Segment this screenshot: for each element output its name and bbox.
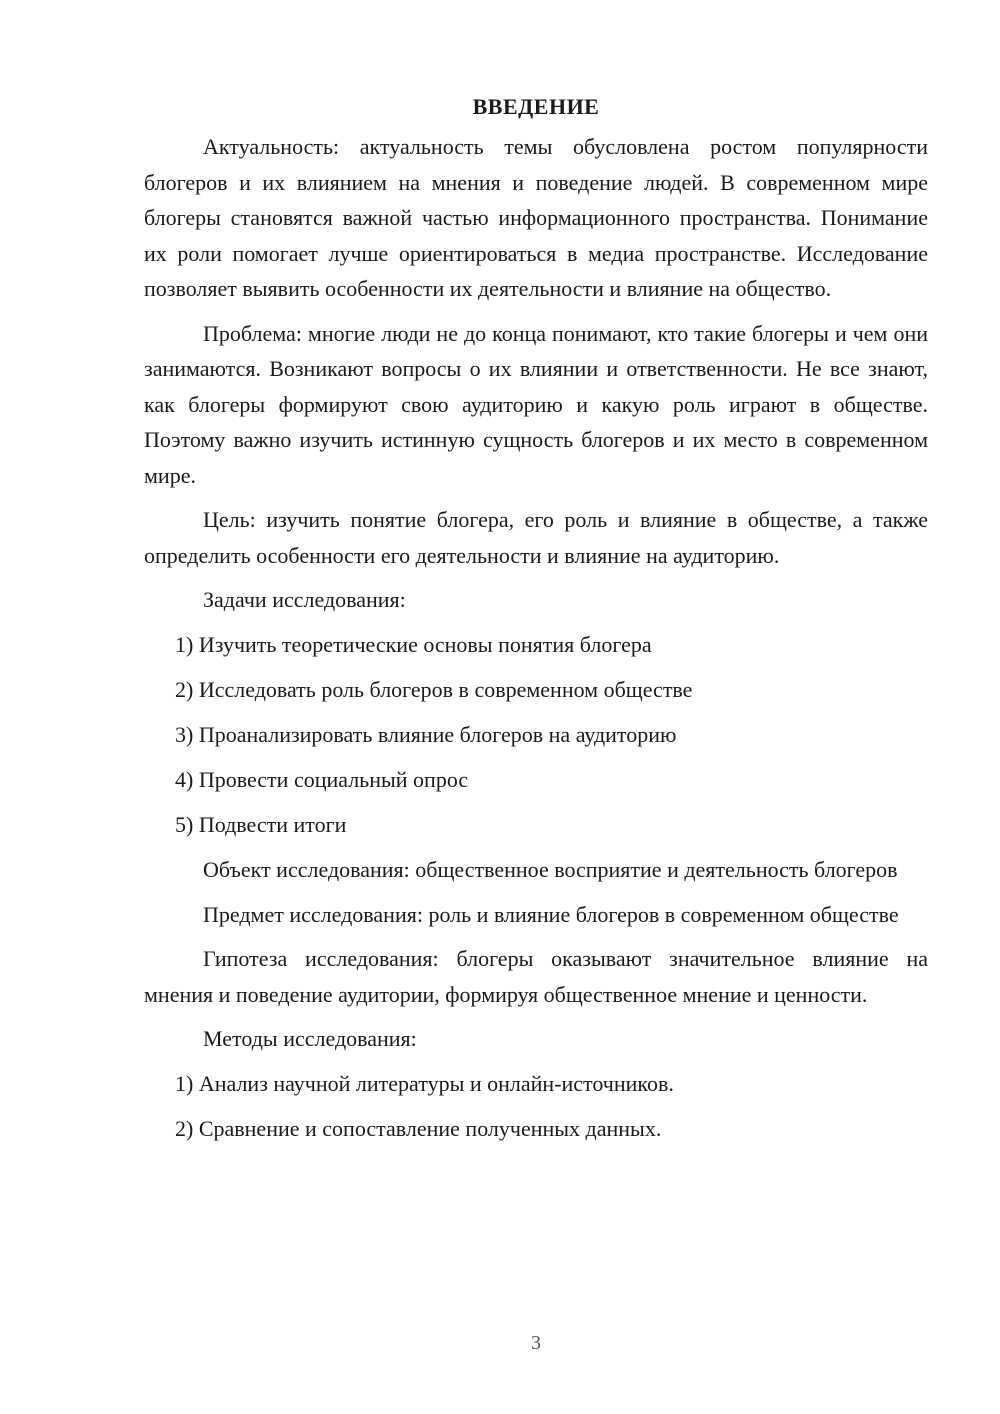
page-body	[144, 90, 928, 1156]
page-title: ВВЕДЕНИЕ	[472, 94, 600, 119]
object-paragraph: Объект исследования: общественное восприятие и деятельность блогеров	[203, 857, 898, 882]
methods-list	[144, 1066, 928, 1147]
hypothesis-paragraph: Гипотеза исследования: блогеры оказывают значительное влияние на мнения и поведение аудитории, формируя общественное мнение и ценности.	[144, 946, 928, 1007]
goal-paragraph: Цель: изучить понятие блогера, его роль и влияние в обществе, а также определить особенности его деятельности и влияние на аудиторию.	[144, 507, 928, 568]
problem-paragraph: Проблема: многие люди не до конца понимают, кто такие блогеры и чем они занимаются. Возникают вопросы о их влиянии и ответственности. Не все знают, как блогеры формируют свою аудиторию и какую роль играют в обществе. Поэтому важно изучить истинную сущность блогеров и их место в современном мире.	[144, 320, 928, 488]
list-item: 5) Подвести итоги	[175, 812, 347, 837]
tasks-heading: Задачи исследования:	[203, 587, 406, 612]
methods-heading: Методы исследования:	[203, 1026, 417, 1051]
tasks-list	[144, 627, 928, 843]
list-item: 1) Анализ научной литературы и онлайн-источников.	[175, 1071, 674, 1096]
subject-paragraph: Предмет исследования: роль и влияние блогеров в современном обществе	[203, 901, 899, 927]
list-item: 4) Провести социальный опрос	[175, 767, 469, 792]
list-item: 2) Сравнение и сопоставление полученных данных.	[175, 1116, 662, 1141]
relevance-paragraph: Актуальность: актуальность темы обусловлена ростом популярности блогеров и их влиянием на мнения и поведение людей. В современном мире блогеры становятся важной частью информационного пространства. Понимание их роли помогает лучше ориентироваться в медиа пространстве. Исследование позволяет выявить особенности их деятельности и влияние на общество.	[144, 134, 928, 301]
list-item: 2) Исследовать роль блогеров в современном обществе	[175, 677, 693, 702]
list-item: 1) Изучить теоретические основы понятия блогера	[175, 632, 652, 657]
page-number: 3	[531, 1332, 541, 1354]
list-item: 3) Проанализировать влияние блогеров на аудиторию	[175, 722, 677, 747]
